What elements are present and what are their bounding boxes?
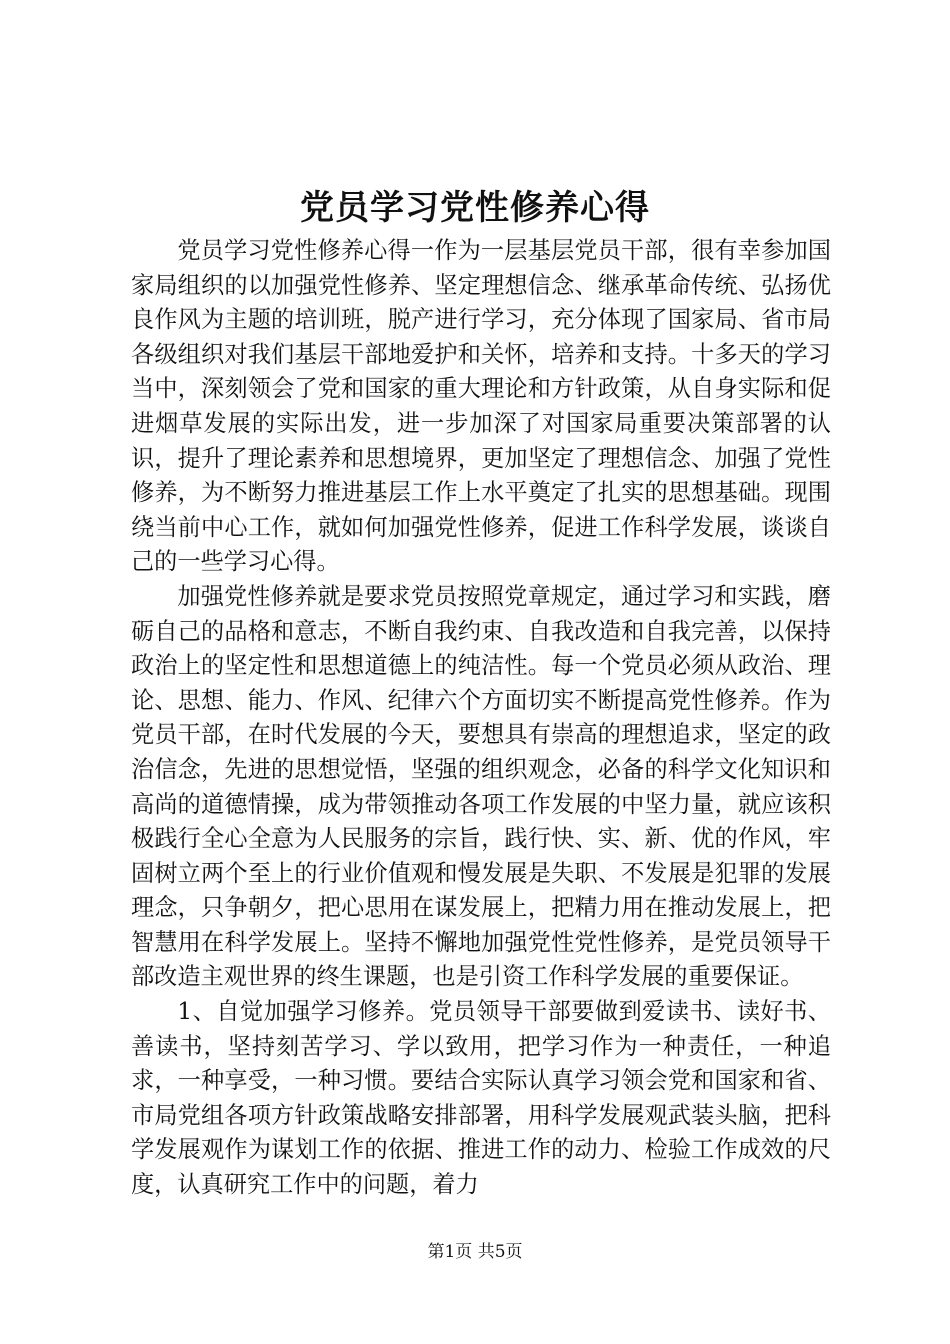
paragraph-2: 加强党性修养就是要求党员按照党章规定，通过学习和实践，磨砺自己的品格和意志，不断自我约束、自我改造和自我完善，以保持政治上的坚定性和思想道德上的纯洁性。每一个党员必须从政治、理论、思想、能力、作风、纪律六个方面切实不断提高党性修养。作为党员干部，在时代发展的今天，要想具有崇高的理想追求，坚定的政治信念，先进的思想觉悟，坚强的组织观念，必备的科学文化知识和高尚的道德情操，成为带领推动各项工作发展的中坚力量，就应该积极践行全心全意为人民服务的宗旨，践行快、实、新、优的作风，牢固树立两个至上的行业价值观和慢发展是失职、不发展是犯罪的发展理念，只争朝夕，把心思用在谋发展上，把精力用在推动发展上，把智慧用在科学发展上。坚持不懈地加强党性党性修养，是党员领导干部改造主观世界的终生课题，也是引资工作科学发展的重要保证。 [131,582,831,991]
document-title: 党员学习党性修养心得 [300,188,650,228]
paragraph-3: 1、自觉加强学习修养。党员领导干部要做到爱读书、读好书、善读书，坚持刻苦学习、学以致用，把学习作为一种责任，一种追求，一种享受，一种习惯。要结合实际认真学习领会党和国家和省、市局党组各项方针政策战略安排部署，用科学发展观武装头脑，把科学发展观作为谋划工作的依据、推进工作的动力、检验工作成效的尺度，认真研究工作中的问题，着力 [131,998,831,1199]
document-body [131,234,831,1203]
paragraph-1: 党员学习党性修养心得一作为一层基层党员干部，很有幸参加国家局组织的以加强党性修养、坚定理想信念、继承革命传统、弘扬优良作风为主题的培训班，脱产进行学习，充分体现了国家局、省市局各级组织对我们基层干部地爱护和关怀，培养和支持。十多天的学习当中，深刻领会了党和国家的重大理论和方针政策，从自身实际和促进烟草发展的实际出发，进一步加深了对国家局重要决策部署的认识，提升了理论素养和思想境界，更加坚定了理想信念、加强了党性修养，为不断努力推进基层工作上水平奠定了扎实的思想基础。现围绕当前中心工作，就如何加强党性修养，促进工作科学发展，谈谈自己的一些学习心得。 [131,237,831,576]
page-number-footer: 第1页 共5页 [427,1242,523,1262]
